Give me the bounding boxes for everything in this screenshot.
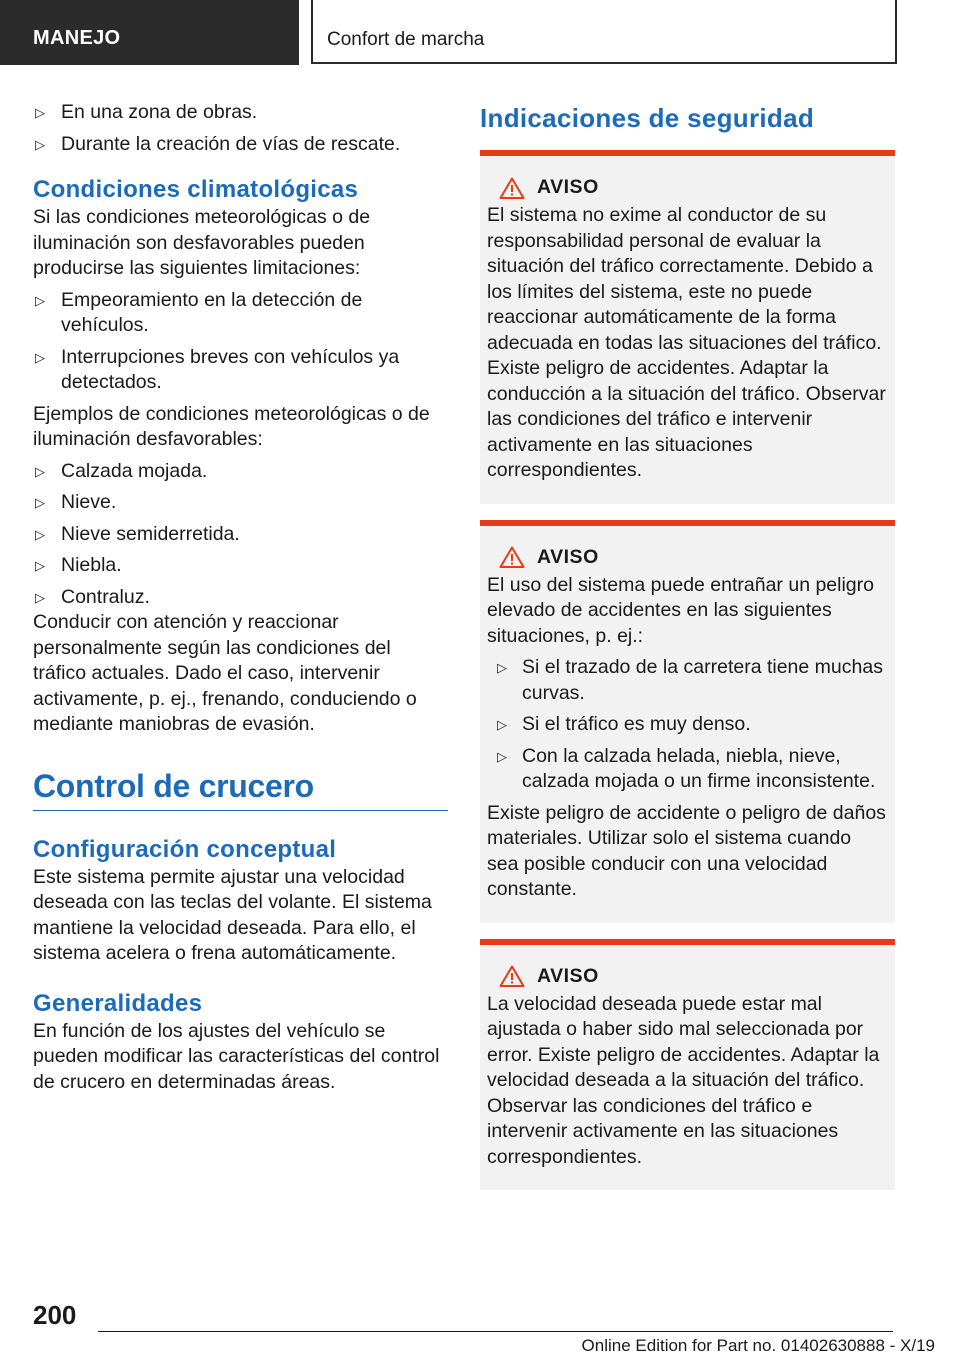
list-item: ▷ Nieve. [35, 491, 117, 513]
list-item: ▷ Calzada mojada. [35, 459, 208, 482]
warning-title: AVISO [537, 545, 599, 568]
triangle-right-icon: ▷ [35, 105, 45, 120]
list-item: ▷ Si el tráfico es muy denso. [497, 713, 751, 735]
header-chapter-label: Confort de marcha [327, 29, 485, 50]
list-item: ▷ Interrupciones breves con vehículos ya detectados. [35, 345, 400, 393]
triangle-right-icon: ▷ [35, 349, 45, 365]
list-item: ▷ Nieve semiderretida. [35, 522, 240, 545]
triangle-right-icon: ▷ [497, 717, 507, 732]
list-item: ▷ Niebla. [35, 554, 122, 576]
warning-outro: Existe peligro de accidente o peligro de daños materiales. Utilizar solo el sistema cuando sea posible conducir con una velocidad constante. [487, 801, 886, 900]
warning-text: El sistema no exime al conductor de su responsabilidad personal de evaluar la situación del tráfico correctamente. Debido a los límites del sistema, este no puede reaccionar automáticamente de la forma adecuada en todas las situaciones del tráfico. Existe peligro de accidentes. Adaptar la conducción a la situación del tráfico. Observar las condiciones del tráfico e intervenir activamente en las situaciones correspondientes. [487, 204, 886, 481]
warning-title: AVISO [537, 176, 599, 198]
warning-box [480, 939, 895, 1191]
page-number: 200 [33, 1300, 77, 1330]
header-chapter-box [311, 0, 897, 64]
climate-heading: Condiciones climatológicas [33, 176, 359, 203]
triangle-right-icon: ▷ [35, 463, 45, 479]
triangle-right-icon: ▷ [35, 495, 45, 510]
climate-intro: Si las condiciones meteorológicas o de iluminación son desfavorables pueden producirse las siguientes limitaciones: [33, 206, 371, 279]
list-item: ▷ Contraluz. [35, 585, 150, 608]
warning-title: AVISO [537, 964, 599, 987]
warning-text: La velocidad deseada puede estar mal ajustada o haber sido mal seleccionada por error. Existe peligro de accidentes. Adaptar la velocidad deseada a la situación del tráfico. Observar las condiciones del tráfico e intervenir activamente en las situaciones correspondientes. [487, 992, 880, 1168]
footer-rule [98, 1331, 893, 1332]
footer-edition: Online Edition for Part no. 01402630888 - X/19 [581, 1336, 935, 1355]
triangle-right-icon: ▷ [35, 589, 45, 605]
warning-box [480, 520, 895, 923]
list-item: ▷ En una zona de obras. [35, 101, 258, 123]
concept-text: Este sistema permite ajustar una velocidad deseada con las teclas del volante. El sistema mantiene la velocidad deseada. Para ello, el sistema acelera o frena automáticamente. [33, 865, 432, 964]
triangle-right-icon: ▷ [35, 292, 45, 308]
list-item: ▷ Si el trazado de la carretera tiene muchas curvas. [497, 656, 883, 704]
warning-intro: El uso del sistema puede entrañar un peligro elevado de accidentes en las siguientes situaciones, p. ej.: [487, 573, 874, 647]
cruise-heading: Control de crucero [33, 767, 314, 804]
list-item: ▷ Con la calzada helada, niebla, nieve, calzada mojada o un firme inconsistente. [497, 744, 876, 792]
triangle-right-icon: ▷ [497, 660, 507, 675]
heading-rule [33, 810, 448, 811]
triangle-right-icon: ▷ [35, 526, 45, 542]
warning-triangle-icon [499, 546, 525, 568]
triangle-right-icon: ▷ [35, 558, 45, 573]
header-section-label: MANEJO [33, 27, 121, 49]
safety-heading: Indicaciones de seguridad [480, 103, 815, 133]
examples-intro: Ejemplos de condiciones meteorológicas o de iluminación desfavorables: [33, 402, 430, 450]
general-text: En función de los ajustes del vehículo se pueden modificar las características del control de crucero en determinadas áreas. [33, 1019, 440, 1093]
concept-heading: Configuración conceptual [33, 835, 337, 863]
general-heading: Generalidades [33, 989, 203, 1017]
right-column [480, 100, 895, 1190]
warning-triangle-icon [499, 965, 525, 987]
left-column [33, 100, 448, 1095]
warning-triangle-icon [499, 177, 525, 199]
climate-advice: Conducir con atención y reaccionar personalmente según las condiciones del tráfico actuales. Dado el caso, intervenir activamente, p. ej., frenando, conduciendo o mediante maniobras de evasión. [33, 611, 417, 735]
list-item: ▷ Durante la creación de vías de rescate. [35, 132, 401, 155]
warning-box [480, 150, 895, 504]
triangle-right-icon: ▷ [497, 748, 507, 764]
header-section-tab [0, 0, 299, 65]
triangle-right-icon: ▷ [35, 136, 45, 152]
list-item: ▷ Empeoramiento en la detección de vehículos. [35, 288, 363, 336]
